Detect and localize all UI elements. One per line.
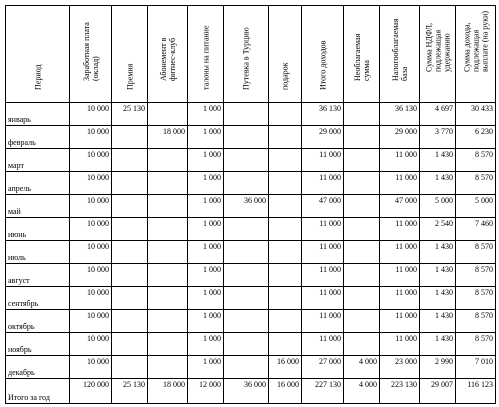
cell-value: 47 000 — [395, 196, 417, 205]
value-cell — [148, 264, 188, 287]
cell-value: 4 000 — [359, 380, 377, 389]
value-cell — [344, 241, 380, 264]
value-cell — [302, 241, 344, 264]
cell-value: 1 000 — [203, 357, 221, 366]
value-cell — [344, 264, 380, 287]
cell-value: 30 433 — [471, 104, 493, 113]
cell-value: 7 460 — [475, 219, 493, 228]
value-cell — [70, 379, 112, 404]
value-cell — [70, 333, 112, 356]
cell-value: 25 130 — [123, 380, 145, 389]
cell-value: 1 000 — [203, 334, 221, 343]
value-cell — [344, 287, 380, 310]
value-cell — [456, 241, 496, 264]
value-cell — [148, 310, 188, 333]
value-cell — [112, 356, 148, 379]
value-cell — [456, 218, 496, 241]
value-cell — [148, 333, 188, 356]
value-cell — [188, 126, 224, 149]
value-cell — [112, 241, 148, 264]
value-cell — [224, 310, 269, 333]
value-cell — [269, 195, 302, 218]
value-cell — [148, 149, 188, 172]
period-label: октябрь — [8, 322, 35, 331]
table-body — [6, 103, 496, 404]
header-gift: подарок — [269, 6, 302, 103]
value-cell — [188, 333, 224, 356]
table-row — [6, 218, 496, 241]
cell-value: 120 000 — [83, 380, 109, 389]
cell-value: 29 000 — [395, 127, 417, 136]
value-cell — [380, 287, 420, 310]
period-cell — [6, 379, 70, 404]
cell-value: 10 000 — [87, 288, 109, 297]
value-cell — [224, 379, 269, 404]
value-cell — [302, 126, 344, 149]
cell-value: 1 000 — [203, 150, 221, 159]
value-cell — [420, 379, 456, 404]
period-label: май — [8, 207, 21, 216]
value-cell — [224, 356, 269, 379]
value-cell — [456, 126, 496, 149]
cell-value: 11 000 — [319, 173, 341, 182]
value-cell — [420, 103, 456, 126]
cell-value: 36 000 — [244, 196, 266, 205]
cell-value: 10 000 — [87, 242, 109, 251]
cell-value: 1 000 — [203, 104, 221, 113]
cell-value: 1 000 — [203, 288, 221, 297]
value-cell — [302, 172, 344, 195]
value-cell — [70, 195, 112, 218]
value-cell — [148, 356, 188, 379]
cell-value: 1 430 — [435, 173, 453, 182]
value-cell — [420, 149, 456, 172]
value-cell — [70, 172, 112, 195]
cell-value: 11 000 — [395, 334, 417, 343]
cell-value: 36 000 — [244, 380, 266, 389]
cell-value: 4 697 — [435, 104, 453, 113]
cell-value: 1 430 — [435, 311, 453, 320]
header-row — [6, 6, 496, 103]
table-row — [6, 287, 496, 310]
cell-value: 18 000 — [163, 380, 185, 389]
cell-value: 8 570 — [475, 265, 493, 274]
value-cell — [188, 149, 224, 172]
value-cell — [302, 356, 344, 379]
value-cell — [112, 103, 148, 126]
value-cell — [112, 310, 148, 333]
cell-value: 11 000 — [319, 288, 341, 297]
value-cell — [112, 287, 148, 310]
cell-value: 47 000 — [319, 196, 341, 205]
value-cell — [302, 333, 344, 356]
value-cell — [456, 379, 496, 404]
cell-value: 1 430 — [435, 288, 453, 297]
value-cell — [420, 287, 456, 310]
cell-value: 116 123 — [467, 380, 493, 389]
value-cell — [112, 172, 148, 195]
table-row — [6, 172, 496, 195]
value-cell — [70, 287, 112, 310]
value-cell — [344, 103, 380, 126]
cell-value: 4 000 — [359, 357, 377, 366]
table-row — [6, 149, 496, 172]
value-cell — [269, 218, 302, 241]
value-cell — [188, 172, 224, 195]
value-cell — [456, 172, 496, 195]
header-ndfl: Сумма НДФЛ, подлежащая удержанию — [420, 6, 456, 103]
value-cell — [456, 149, 496, 172]
period-label: сентябрь — [8, 299, 39, 308]
value-cell — [420, 126, 456, 149]
cell-value: 1 430 — [435, 334, 453, 343]
value-cell — [380, 333, 420, 356]
value-cell — [148, 379, 188, 404]
value-cell — [188, 379, 224, 404]
period-cell — [6, 218, 70, 241]
cell-value: 11 000 — [319, 219, 341, 228]
header-fitness: Абонемент в фитнес-клуб — [148, 6, 188, 103]
value-cell — [112, 379, 148, 404]
period-label: август — [8, 276, 30, 285]
period-label: декабрь — [8, 368, 35, 377]
value-cell — [269, 310, 302, 333]
cell-value: 16 000 — [277, 380, 299, 389]
cell-value: 27 000 — [319, 357, 341, 366]
value-cell — [344, 379, 380, 404]
value-cell — [380, 172, 420, 195]
value-cell — [344, 310, 380, 333]
period-cell — [6, 333, 70, 356]
period-label: июнь — [8, 230, 27, 239]
cell-value: 10 000 — [87, 173, 109, 182]
cell-value: 11 000 — [319, 242, 341, 251]
cell-value: 1 000 — [203, 127, 221, 136]
header-period: Период — [6, 6, 70, 103]
value-cell — [380, 195, 420, 218]
table-row — [6, 241, 496, 264]
value-cell — [456, 103, 496, 126]
period-label: январь — [8, 115, 31, 124]
cell-value: 11 000 — [395, 242, 417, 251]
cell-value: 11 000 — [319, 265, 341, 274]
value-cell — [380, 264, 420, 287]
value-cell — [70, 310, 112, 333]
value-cell — [269, 264, 302, 287]
header-bonus: Премия — [112, 6, 148, 103]
value-cell — [224, 241, 269, 264]
period-label: ноябрь — [8, 345, 32, 354]
value-cell — [344, 172, 380, 195]
value-cell — [456, 310, 496, 333]
value-cell — [148, 218, 188, 241]
value-cell — [148, 287, 188, 310]
table-row — [6, 126, 496, 149]
total-row — [6, 379, 496, 404]
value-cell — [188, 310, 224, 333]
cell-value: 3 770 — [435, 127, 453, 136]
period-label: февраль — [8, 138, 36, 147]
value-cell — [420, 195, 456, 218]
value-cell — [269, 103, 302, 126]
value-cell — [344, 126, 380, 149]
cell-value: 23 000 — [395, 357, 417, 366]
value-cell — [269, 172, 302, 195]
cell-value: 10 000 — [87, 311, 109, 320]
value-cell — [269, 126, 302, 149]
value-cell — [302, 218, 344, 241]
value-cell — [420, 218, 456, 241]
cell-value: 2 540 — [435, 219, 453, 228]
period-label: Итого за год — [8, 393, 50, 402]
value-cell — [112, 218, 148, 241]
cell-value: 10 000 — [87, 357, 109, 366]
value-cell — [456, 333, 496, 356]
cell-value: 18 000 — [163, 127, 185, 136]
value-cell — [148, 103, 188, 126]
value-cell — [344, 149, 380, 172]
value-cell — [148, 241, 188, 264]
value-cell — [344, 333, 380, 356]
cell-value: 10 000 — [87, 127, 109, 136]
value-cell — [224, 126, 269, 149]
value-cell — [420, 333, 456, 356]
value-cell — [302, 264, 344, 287]
header-total-income: Итого доходов — [302, 6, 344, 103]
cell-value: 29 000 — [319, 127, 341, 136]
cell-value: 8 570 — [475, 288, 493, 297]
cell-value: 8 570 — [475, 242, 493, 251]
period-cell — [6, 172, 70, 195]
period-label: апрель — [8, 184, 31, 193]
value-cell — [380, 218, 420, 241]
value-cell — [188, 241, 224, 264]
value-cell — [420, 264, 456, 287]
value-cell — [188, 264, 224, 287]
cell-value: 1 000 — [203, 219, 221, 228]
value-cell — [70, 149, 112, 172]
value-cell — [70, 126, 112, 149]
cell-value: 10 000 — [87, 219, 109, 228]
value-cell — [70, 264, 112, 287]
value-cell — [380, 379, 420, 404]
value-cell — [344, 218, 380, 241]
value-cell — [456, 287, 496, 310]
period-label: март — [8, 161, 24, 170]
cell-value: 12 000 — [199, 380, 221, 389]
tax-table — [5, 5, 496, 404]
value-cell — [380, 356, 420, 379]
cell-value: 5 000 — [435, 196, 453, 205]
cell-value: 1 000 — [203, 196, 221, 205]
period-cell — [6, 310, 70, 333]
cell-value: 25 130 — [123, 104, 145, 113]
period-cell — [6, 195, 70, 218]
value-cell — [344, 356, 380, 379]
value-cell — [112, 264, 148, 287]
cell-value: 2 990 — [435, 357, 453, 366]
cell-value: 7 010 — [475, 357, 493, 366]
value-cell — [302, 310, 344, 333]
cell-value: 1 430 — [435, 265, 453, 274]
cell-value: 1 000 — [203, 265, 221, 274]
value-cell — [380, 241, 420, 264]
header-net-pay: Сумма дохода, подлежащая выплате (на руки) — [456, 6, 496, 103]
value-cell — [456, 195, 496, 218]
value-cell — [224, 287, 269, 310]
value-cell — [302, 379, 344, 404]
value-cell — [112, 195, 148, 218]
value-cell — [269, 287, 302, 310]
value-cell — [188, 287, 224, 310]
period-cell — [6, 241, 70, 264]
cell-value: 8 570 — [475, 334, 493, 343]
header-tax-base: Налогооблагаемая база — [380, 6, 420, 103]
value-cell — [70, 218, 112, 241]
header-turkey-trip: Путевка в Турцию — [224, 6, 269, 103]
value-cell — [269, 149, 302, 172]
value-cell — [188, 218, 224, 241]
value-cell — [224, 264, 269, 287]
value-cell — [148, 126, 188, 149]
cell-value: 10 000 — [87, 150, 109, 159]
cell-value: 36 130 — [319, 104, 341, 113]
value-cell — [456, 356, 496, 379]
cell-value: 16 000 — [277, 357, 299, 366]
value-cell — [269, 356, 302, 379]
value-cell — [148, 195, 188, 218]
period-cell — [6, 126, 70, 149]
value-cell — [224, 195, 269, 218]
cell-value: 1 000 — [203, 173, 221, 182]
value-cell — [224, 103, 269, 126]
cell-value: 8 570 — [475, 150, 493, 159]
cell-value: 11 000 — [319, 334, 341, 343]
cell-value: 29 007 — [431, 380, 453, 389]
value-cell — [112, 149, 148, 172]
value-cell — [420, 241, 456, 264]
cell-value: 10 000 — [87, 104, 109, 113]
period-cell — [6, 103, 70, 126]
value-cell — [420, 172, 456, 195]
value-cell — [380, 126, 420, 149]
header-non-taxable: Необлагаемая сумма — [344, 6, 380, 103]
cell-value: 5 000 — [475, 196, 493, 205]
cell-value: 223 130 — [391, 380, 417, 389]
value-cell — [302, 103, 344, 126]
cell-value: 11 000 — [395, 150, 417, 159]
table-row — [6, 103, 496, 126]
cell-value: 6 230 — [475, 127, 493, 136]
cell-value: 1 430 — [435, 150, 453, 159]
value-cell — [188, 195, 224, 218]
value-cell — [380, 310, 420, 333]
period-label: июль — [8, 253, 26, 262]
value-cell — [380, 103, 420, 126]
cell-value: 36 130 — [395, 104, 417, 113]
cell-value: 11 000 — [319, 150, 341, 159]
header-meal-vouchers: талоны на питание — [188, 6, 224, 103]
value-cell — [420, 356, 456, 379]
value-cell — [70, 356, 112, 379]
cell-value: 8 570 — [475, 311, 493, 320]
cell-value: 8 570 — [475, 173, 493, 182]
table-row — [6, 333, 496, 356]
period-cell — [6, 149, 70, 172]
value-cell — [456, 264, 496, 287]
cell-value: 11 000 — [319, 311, 341, 320]
value-cell — [224, 218, 269, 241]
period-cell — [6, 264, 70, 287]
value-cell — [344, 195, 380, 218]
value-cell — [224, 149, 269, 172]
period-cell — [6, 356, 70, 379]
cell-value: 1 430 — [435, 242, 453, 251]
cell-value: 10 000 — [87, 334, 109, 343]
value-cell — [112, 126, 148, 149]
cell-value: 1 000 — [203, 242, 221, 251]
value-cell — [269, 333, 302, 356]
value-cell — [380, 149, 420, 172]
value-cell — [224, 172, 269, 195]
table-row — [6, 264, 496, 287]
value-cell — [269, 241, 302, 264]
table-row — [6, 356, 496, 379]
cell-value: 227 130 — [315, 380, 341, 389]
value-cell — [188, 103, 224, 126]
period-cell — [6, 287, 70, 310]
cell-value: 11 000 — [395, 265, 417, 274]
value-cell — [70, 241, 112, 264]
cell-value: 10 000 — [87, 265, 109, 274]
value-cell — [70, 103, 112, 126]
value-cell — [302, 149, 344, 172]
table-row — [6, 310, 496, 333]
cell-value: 11 000 — [395, 219, 417, 228]
table-row — [6, 195, 496, 218]
value-cell — [112, 333, 148, 356]
cell-value: 11 000 — [395, 288, 417, 297]
value-cell — [269, 379, 302, 404]
value-cell — [188, 356, 224, 379]
value-cell — [302, 287, 344, 310]
cell-value: 11 000 — [395, 311, 417, 320]
cell-value: 10 000 — [87, 196, 109, 205]
header-salary: Заработная плата (оклад) — [70, 6, 112, 103]
cell-value: 11 000 — [395, 173, 417, 182]
value-cell — [224, 333, 269, 356]
value-cell — [302, 195, 344, 218]
value-cell — [420, 310, 456, 333]
value-cell — [148, 172, 188, 195]
cell-value: 1 000 — [203, 311, 221, 320]
